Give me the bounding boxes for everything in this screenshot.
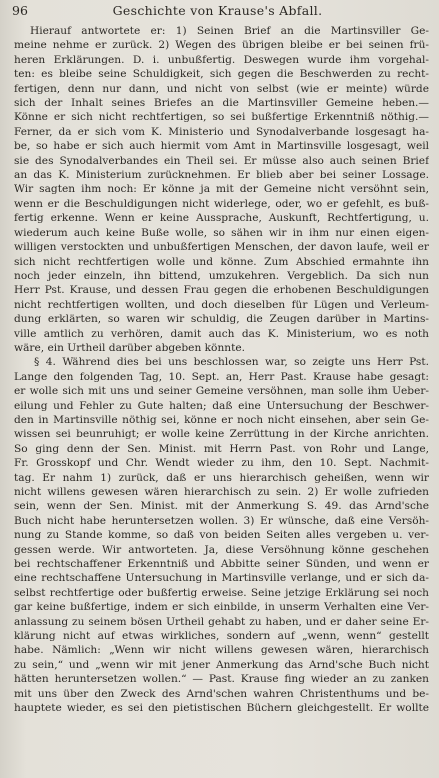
text-line: den in Martinsville nöthig sei, könne er noch nicht einsehen, aber sein Ge- <box>14 413 429 426</box>
text-line: fertigen, denn nur dann, und nicht von selbst (wie er meinte) würde <box>14 82 429 95</box>
text-line: ten: es bleibe seine Schuldigkeit, sich gegen die Beschwerden zu recht- <box>14 68 429 81</box>
text-line: sie des Synodalverbandes ein Theil sei. Er müsse also auch seinen Brief <box>14 154 429 167</box>
text-line: tag. Er nahm 1) zurück, daß er uns hierarchisch geheißen, wenn wir <box>14 471 429 484</box>
text-line: wenn er die Beschuldigungen nicht widerlege, oder, wo er gefehlt, es buß- <box>14 197 429 210</box>
text-line: eilung und Fehler zu Gute halten; daß eine Untersuchung der Beschwer- <box>14 399 429 412</box>
text-line: § 4. Während dies bei uns beschlossen war, so zeigte uns Herr Pst. <box>34 356 429 369</box>
running-title: Geschichte von Krause's Abfall. <box>112 3 323 18</box>
text-line: zu sein,“ und „wenn wir mit jener Anmerkung das Arnd'sche Buch nicht <box>14 658 429 671</box>
text-line: an das K. Ministerium zurücknehmen. Er blieb aber bei seiner Lossage. <box>14 169 429 182</box>
text-line: meine nehme er zurück. 2) Wegen des übrigen bleibe er bei seinen frü- <box>14 39 429 52</box>
text-line: gessen werde. Wir antworteten. Ja, diese Versöhnung könne geschehen <box>14 543 429 556</box>
text-line: nicht willens gewesen wären hierarchisch zu sein. 2) Er wolle zufrieden <box>14 486 429 498</box>
text-line: be, so habe er sich auch hiermit vom Amt in Martinsville losgesagt, weil <box>14 140 429 153</box>
text-line: sich nicht rechtfertigen wolle und könne. Zum Abschied ermahnte ihn <box>14 255 429 268</box>
text-line: er wolle sich mit uns und seiner Gemeine versöhnen, man solle ihm Ueber- <box>14 385 429 398</box>
text-line: Ferner, da er sich vom K. Ministerio und Synodalverbande losgesagt ha- <box>14 125 429 138</box>
text-line: Wir sagten ihm noch: Er könne ja mit der Gemeine nicht versöhnt sein, <box>14 183 429 196</box>
text-line: dung erklärten, so waren wir schuldig, die Zeugen darüber in Martins- <box>14 313 429 326</box>
text-line: eine rechtschaffene Untersuchung in Martinsville verlange, und er sich da- <box>14 572 429 585</box>
page-header <box>8 2 427 20</box>
text-line: Lange den folgenden Tag, 10. Sept. an, Herr Past. Krause habe gesagt: <box>14 370 429 383</box>
text-line: So ging denn der Sen. Minist. mit Herrn Past. von Rohr und Lange, <box>14 442 429 455</box>
text-line: hätten heruntersetzen wollen.“ — Past. Krause fing wieder an zu zanken <box>14 673 429 686</box>
text-line: mit uns über den Zweck des Arnd'schen wahren Christenthums und be- <box>14 687 429 700</box>
text-line: Herr Pst. Krause, und dessen Frau gegen die erhobenen Beschuldigungen <box>14 284 429 297</box>
text-line: wäre, ein Urtheil darüber abgeben könnte. <box>14 341 245 354</box>
text-line: sich der Inhalt seines Briefes an die Martinsviller Gemeine heben.— <box>14 97 429 110</box>
text-line: wiederum auch keine Buße wolle, so sähen wir in ihm nur einen eigen- <box>14 226 429 239</box>
text-line: Könne er sich nicht rechtfertigen, so sei bußfertige Erkenntniß nöthig.— <box>14 111 429 124</box>
text-line: selbst rechtfertige oder bußfertig erweise. Seine jetzige Erklärung sei noch <box>14 586 429 599</box>
text-line: willigen verstockten und unbußfertigen Menschen, der davon laufe, weil er <box>14 241 429 254</box>
text-line: wissen sei beunruhigt; er wolle keine Zerrüttung in der Kirche anrichten. <box>14 428 429 441</box>
text-line: noch jeder einzeln, ihn bittend, umzukehren. Vergeblich. Da sich nun <box>14 269 429 282</box>
text-line: bei rechtschaffener Erkenntniß und Abbitte seiner Sünden, und wenn er <box>14 558 429 571</box>
text-line: nicht rechtfertigen wollten, und doch dieselben für Lügen und Verleum- <box>14 298 429 311</box>
text-line: habe. Nämlich: „Wenn wir nicht willens gewesen wären, hierarchisch <box>14 644 429 657</box>
text-line: anlassung zu seinem bösen Urtheil gehabt zu haben, und er daher seine Er- <box>14 615 429 628</box>
text-line: fertig erkenne. Wenn er keine Aussprache, Auskunft, Rechtfertigung, u. <box>14 212 429 225</box>
text-line: ville amtlich zu verhören, damit auch das K. Ministerium, wo es noth <box>14 327 429 340</box>
body-text <box>14 24 429 716</box>
text-line: gar keine bußfertige, indem er sich einbilde, in unserm Verhalten eine Ver- <box>14 601 429 614</box>
page-number: 96 <box>12 3 28 18</box>
text-line: heren Erklärungen. D. i. unbußfertig. Deswegen wurde ihm vorgehal- <box>14 53 429 66</box>
text-line: nung zu Stande komme, so daß von beiden Seiten alles vergeben u. ver- <box>14 529 429 542</box>
text-line: hauptete wieder, es sei den pietistischen Büchern gleichgestellt. Er wollte <box>14 702 429 715</box>
text-line: sein, wenn der Sen. Minist. mit der Anmerkung S. 49. das Arnd'sche <box>14 500 429 513</box>
text-line: Hierauf antwortete er: 1) Seinen Brief an die Martinsviller Ge- <box>30 25 429 37</box>
text-line: Fr. Grosskopf und Chr. Wendt wieder zu ihm, den 10. Sept. Nachmit- <box>14 457 429 470</box>
text-line: klärung nicht auf etwas wirkliches, sondern auf „wenn, wenn“ gestellt <box>14 630 429 643</box>
text-line: Buch nicht habe heruntersetzen wollen. 3) Er wünsche, daß eine Versöh- <box>14 514 429 527</box>
